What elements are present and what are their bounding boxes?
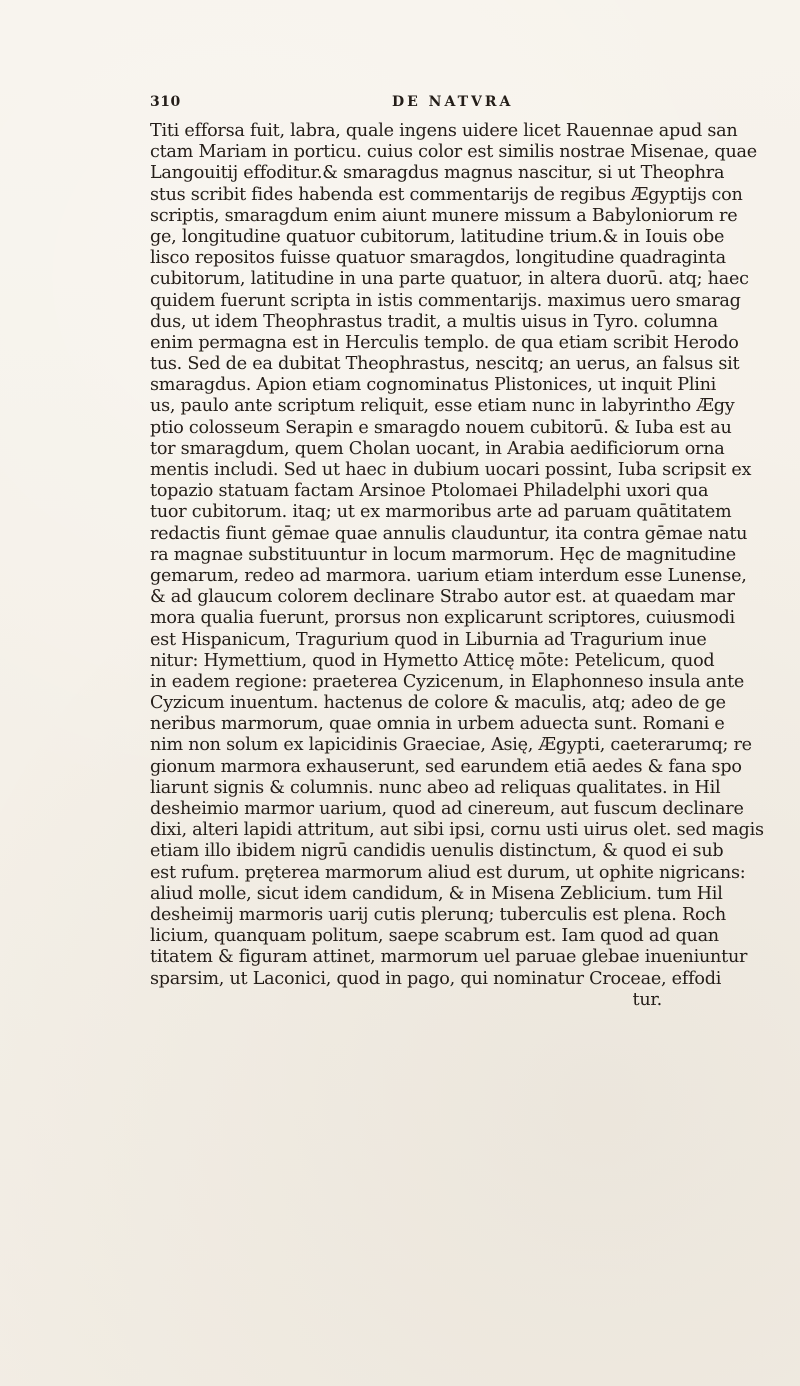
text-line: Titi efforsa fuit, labra, quale ingens uidere licet Rauennae apud san: [150, 121, 738, 141]
text-line: liarunt signis & columnis. nunc abeo ad reliquas qualitates. in Hil: [150, 777, 721, 798]
text-line: sparsim, ut Laconici, quod in pago, qui nominatur Croceae, effodi: [150, 968, 722, 989]
text-line: Langouitij effoditur.& smaragdus magnus nascitur, si ut Theophra: [150, 163, 725, 184]
text-line: gionum marmora exhauserunt, sed earundem etiā aedes & fana spo: [150, 756, 742, 777]
text-line: nitur: Hymettium, quod in Hymetto Atticę mōte: Petelicum, quod: [150, 650, 715, 671]
text-line: etiam illo ibidem nigrū candidis uenulis distinctum, & quod ei sub: [150, 841, 724, 862]
text-line: licium, quanquam politum, saepe scabrum est. Iam quod ad quan: [150, 926, 719, 947]
text-line: cubitorum, latitudine in una parte quatuor, in altera duorū. atq; haec: [150, 269, 749, 290]
text-line: redactis fiunt gēmae quae annulis clauduntur, ita contra gēmae natu: [150, 523, 748, 544]
page-number: 310: [150, 94, 181, 110]
body-text: [150, 121, 764, 1011]
text-line: ctam Mariam in porticu. cuius color est similis nostrae Misenae, quae: [150, 142, 757, 163]
text-line: tur.: [632, 989, 662, 1010]
text-line: gemarum, redeo ad marmora. uarium etiam interdum esse Lunense,: [150, 565, 747, 586]
text-line: topazio statuam factam Arsinoe Ptolomaei Philadelphi uxori qua: [150, 481, 709, 502]
text-line: aliud molle, sicut idem candidum, & in Misena Zeblicium. tum Hil: [150, 883, 723, 904]
text-line: stus scribit fides habenda est commentarijs de regibus Ægyptijs con: [150, 184, 743, 205]
text-line: tus. Sed de ea dubitat Theophrastus, nescitq; an uerus, an falsus sit: [150, 354, 740, 375]
text-line: dixi, alteri lapidi attritum, aut sibi ipsi, cornu usti uirus olet. sed magis: [150, 820, 764, 841]
text-line: titatem & figuram attinet, marmorum uel paruae glebae inueniuntur: [150, 947, 748, 968]
text-line: mentis includi. Sed ut haec in dubium uocari possint, Iuba scripsit ex: [150, 460, 752, 480]
text-line: dus, ut idem Theophrastus tradit, a multis uisus in Tyro. columna: [150, 311, 718, 332]
text-line: lisco repositos fuisse quatuor smaragdos, longitudine quadraginta: [150, 248, 726, 269]
text-line: tor smaragdum, quem Cholan uocant, in Arabia aedificiorum orna: [150, 438, 725, 459]
running-head: DE NATVRA: [392, 94, 514, 110]
text-line: us, paulo ante scriptum reliquit, esse etiam nunc in labyrintho Ægy: [150, 396, 735, 417]
text-line: desheimij marmoris uarij cutis plerunq; tuberculis est plena. Roch: [150, 904, 726, 925]
text-line: mora qualia fuerunt, prorsus non explicarunt scriptores, cuiusmodi: [150, 608, 735, 629]
text-line: nim non solum ex lapicidinis Graeciae, Asię, Ægypti, caeterarumq; re: [150, 735, 752, 756]
text-line: desheimio marmor uarium, quod ad cinereum, aut fuscum declinare: [150, 799, 744, 819]
text-line: tuor cubitorum. itaq; ut ex marmoribus arte ad paruam quātitatem: [150, 502, 732, 523]
text-line: neribus marmorum, quae omnia in urbem aduecta sunt. Romani e: [150, 714, 725, 735]
text-line: ra magnae substituuntur in locum marmorum. Hęc de magnitudine: [150, 544, 736, 565]
text-line: smaragdus. Apion etiam cognominatus Plistonices, ut inquit Plini: [150, 375, 717, 396]
text-line: Cyzicum inuentum. hactenus de colore & maculis, atq; adeo de ge: [150, 693, 726, 714]
text-line: & ad glaucum colorem declinare Strabo autor est. at quaedam mar: [150, 587, 735, 608]
text-line: ge, longitudine quatuor cubitorum, latitudine trium.& in Iouis obe: [150, 226, 725, 247]
text-line: in eadem regione: praeterea Cyzicenum, in Elaphonneso insula ante: [150, 671, 745, 692]
text-line: enim permagna est in Herculis templo. de qua etiam scribit Herodo: [150, 332, 739, 353]
text-line: scriptis, smaragdum enim aiunt munere missum a Babyloniorum re: [150, 205, 738, 226]
text-line: est Hispanicum, Tragurium quod in Liburnia ad Tragurium inue: [150, 629, 707, 650]
text-line: ptio colosseum Serapin e smaragdo nouem cubitorū. & Iuba est au: [150, 417, 732, 438]
text-line: quidem fuerunt scripta in istis commentarijs. maximus uero smarag: [150, 290, 741, 311]
text-line: est rufum. pręterea marmorum aliud est durum, ut ophite nigricans:: [150, 862, 746, 883]
page-header: [150, 94, 660, 116]
